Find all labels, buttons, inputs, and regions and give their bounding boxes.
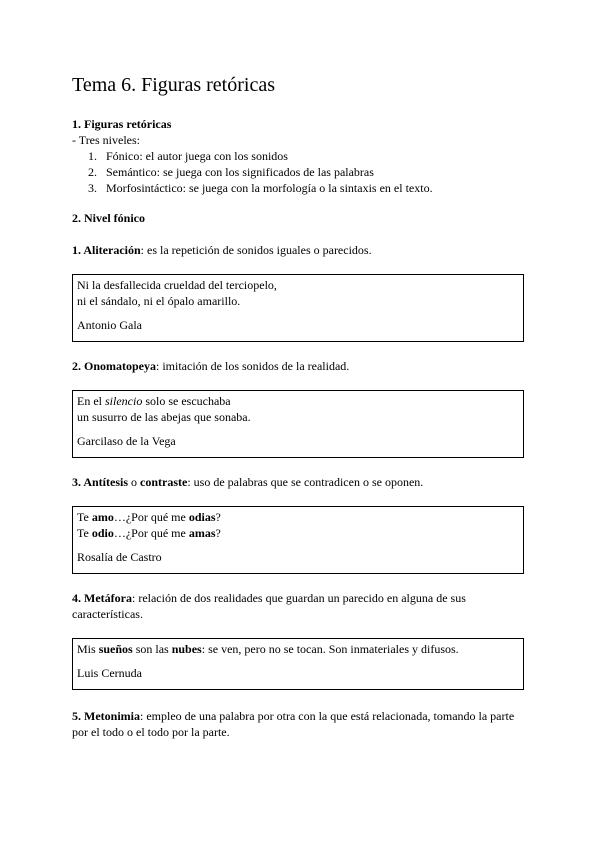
example-author: Garcilaso de la Vega [77, 434, 176, 448]
section-heading: 2. Nivel fónico [72, 211, 145, 225]
definition-metonimia: 5. Metonimia: empleo de una palabra por otra con la que está relacionada, tomando la parte por el todo o el todo por la parte. [72, 709, 515, 739]
example-box-onomatopeya [72, 390, 524, 458]
example-line: Mis sueños son las nubes: se ven, pero no se tocan. Son inmateriales y difusos. [77, 642, 459, 656]
definition-metafora: 4. Metáfora: relación de dos realidades que guardan un parecido en alguna de sus características. [72, 591, 466, 621]
definition-antitesis: 3. Antítesis o contraste: uso de palabras que se contradicen o se oponen. [72, 475, 424, 489]
list-item: 2. Semántico: se juega con los significados de las palabras [88, 165, 374, 179]
example-box-metafora [72, 638, 524, 690]
example-line: ni el sándalo, ni el ópalo amarillo. [77, 294, 241, 308]
page-title: Tema 6. Figuras retóricas [72, 74, 275, 96]
example-box-aliteracion [72, 274, 524, 342]
example-line: En el silencio solo se escuchaba [77, 394, 231, 408]
example-author: Rosalía de Castro [77, 550, 162, 564]
section-heading: 1. Figuras retóricas [72, 117, 172, 131]
example-line: un susurro de las abejas que sonaba. [77, 410, 251, 424]
section-nivel-fonico [72, 210, 528, 226]
levels-list [72, 148, 528, 196]
list-item: 1. Fónico: el autor juega con los sonidos [88, 149, 288, 163]
example-line: Te odio…¿Por qué me amas? [77, 526, 221, 540]
definition-aliteracion: 1. Aliteración: es la repetición de sonidos iguales o parecidos. [72, 243, 372, 257]
example-author: Luis Cernuda [77, 666, 142, 680]
example-box-antitesis [72, 506, 524, 574]
definition-onomatopeya: 2. Onomatopeya: imitación de los sonidos de la realidad. [72, 359, 350, 373]
list-item: 3. Morfosintáctico: se juega con la morfología o la sintaxis en el texto. [88, 181, 433, 195]
example-line: Ni la desfallecida crueldad del terciopelo, [77, 278, 277, 292]
intro-text: - Tres niveles: [72, 133, 141, 147]
example-line: Te amo…¿Por qué me odias? [77, 510, 221, 524]
example-author: Antonio Gala [77, 318, 142, 332]
section-figuras [72, 116, 528, 196]
